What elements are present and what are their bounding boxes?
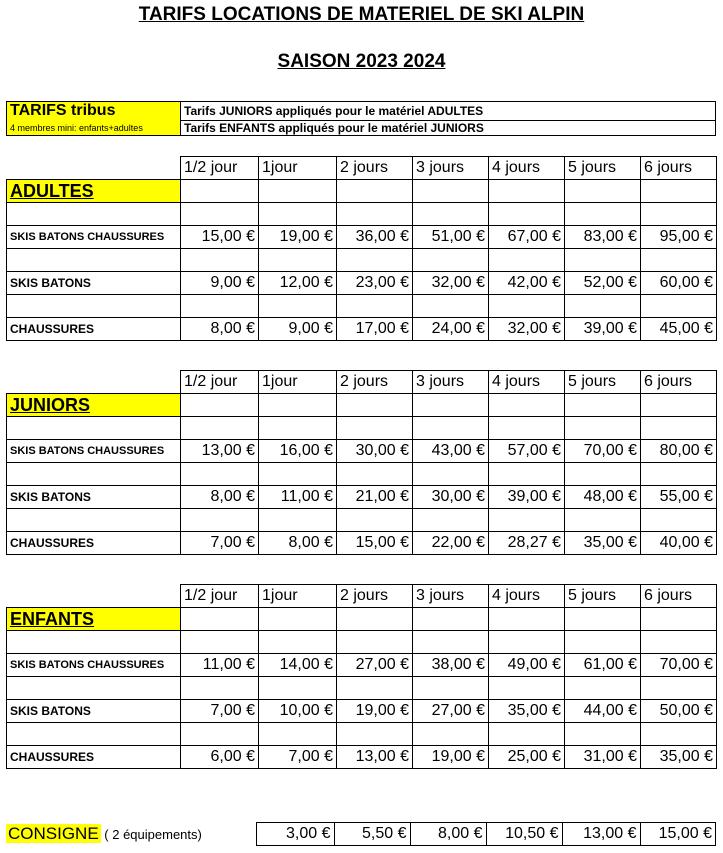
consigne-price: 3,00 € [256,823,334,846]
item-label: CHAUSSURES [7,532,181,555]
empty-cell [413,417,489,440]
table-row [7,440,717,463]
empty-cell [7,677,181,700]
empty-cell [337,394,413,417]
price-cell: 7,00 € [181,532,259,555]
empty-cell [413,631,489,654]
empty-cell [489,463,565,486]
duration-header: 2 jours [337,585,413,608]
price-cell: 32,00 € [489,318,565,341]
consigne-sub: ( 2 équipements) [100,827,202,842]
duration-header: 3 jours [413,585,489,608]
empty-cell [259,394,337,417]
duration-header: 3 jours [413,371,489,394]
price-cell: 35,00 € [641,746,717,769]
consigne-price: 10,50 € [486,823,562,846]
price-cell: 51,00 € [413,226,489,249]
empty-cell [413,463,489,486]
price-cell: 95,00 € [641,226,717,249]
price-cell: 40,00 € [641,532,717,555]
empty-cell [641,631,717,654]
empty-cell [181,723,259,746]
empty-cell [489,249,565,272]
duration-header: 2 jours [337,157,413,180]
table-row [7,654,717,677]
price-cell: 21,00 € [337,486,413,509]
empty-cell [259,417,337,440]
empty-cell [565,394,641,417]
price-cell: 7,00 € [181,700,259,723]
empty-cell [259,608,337,631]
consigne-price: 5,50 € [334,823,410,846]
empty-cell [181,295,259,318]
header-blank [7,585,181,608]
category-label: ENFANTS [7,608,181,631]
consigne-table [6,822,716,846]
empty-cell [565,417,641,440]
price-table-juniors [6,370,717,555]
empty-cell [259,723,337,746]
price-cell: 11,00 € [259,486,337,509]
empty-cell [337,417,413,440]
table-row [7,226,717,249]
price-cell: 28,27 € [489,532,565,555]
empty-cell [641,608,717,631]
price-cell: 42,00 € [489,272,565,295]
empty-cell [565,723,641,746]
empty-cell [565,509,641,532]
price-cell: 70,00 € [641,654,717,677]
tribus-line2: Tarifs ENFANTS appliqués pour le matériel JUNIORS [181,121,716,136]
empty-cell [641,249,717,272]
page-title: TARIFS LOCATIONS DE MATERIEL DE SKI ALPIN [138,4,585,25]
price-cell: 80,00 € [641,440,717,463]
empty-cell [7,249,181,272]
price-cell: 52,00 € [565,272,641,295]
consigne-label-cell [6,823,256,846]
duration-header: 5 jours [565,157,641,180]
empty-cell [641,394,717,417]
duration-header: 2 jours [337,371,413,394]
duration-header: 4 jours [489,157,565,180]
empty-cell [181,394,259,417]
price-cell: 50,00 € [641,700,717,723]
empty-cell [641,417,717,440]
empty-cell [413,509,489,532]
duration-header: 1jour [259,585,337,608]
empty-cell [413,180,489,203]
item-label: CHAUSSURES [7,746,181,769]
table-row [7,318,717,341]
empty-cell [489,203,565,226]
duration-header: 1/2 jour [181,585,259,608]
price-cell: 35,00 € [489,700,565,723]
price-cell: 48,00 € [565,486,641,509]
duration-header: 6 jours [641,371,717,394]
empty-cell [337,249,413,272]
item-label: SKIS BATONS CHAUSSURES [7,226,181,249]
empty-cell [337,608,413,631]
empty-cell [7,509,181,532]
price-cell: 19,00 € [337,700,413,723]
price-cell: 16,00 € [259,440,337,463]
empty-cell [181,417,259,440]
price-cell: 24,00 € [413,318,489,341]
price-cell: 32,00 € [413,272,489,295]
price-cell: 39,00 € [489,486,565,509]
price-cell: 19,00 € [259,226,337,249]
empty-cell [489,394,565,417]
price-cell: 17,00 € [337,318,413,341]
empty-cell [337,631,413,654]
empty-cell [413,394,489,417]
duration-header: 6 jours [641,585,717,608]
duration-header: 1/2 jour [181,371,259,394]
empty-cell [337,180,413,203]
empty-cell [641,463,717,486]
price-cell: 15,00 € [181,226,259,249]
duration-header: 5 jours [565,371,641,394]
empty-cell [337,203,413,226]
price-cell: 30,00 € [413,486,489,509]
price-cell: 23,00 € [337,272,413,295]
empty-cell [641,180,717,203]
empty-cell [7,417,181,440]
item-label: SKIS BATONS [7,700,181,723]
price-cell: 44,00 € [565,700,641,723]
price-cell: 43,00 € [413,440,489,463]
consigne-price: 8,00 € [410,823,486,846]
price-cell: 30,00 € [337,440,413,463]
empty-cell [181,180,259,203]
price-cell: 70,00 € [565,440,641,463]
table-row [7,746,717,769]
empty-cell [7,631,181,654]
empty-cell [337,723,413,746]
empty-cell [641,295,717,318]
empty-cell [413,203,489,226]
empty-cell [489,180,565,203]
empty-cell [337,509,413,532]
empty-cell [565,463,641,486]
empty-cell [337,677,413,700]
price-table-adultes [6,156,717,341]
empty-cell [489,608,565,631]
price-cell: 39,00 € [565,318,641,341]
empty-cell [565,203,641,226]
price-cell: 49,00 € [489,654,565,677]
category-label: JUNIORS [7,394,181,417]
empty-cell [489,509,565,532]
table-row [7,272,717,295]
empty-cell [181,677,259,700]
season-title: SAISON 2023 2024 [277,51,446,72]
empty-cell [641,677,717,700]
empty-cell [565,180,641,203]
empty-cell [259,463,337,486]
empty-cell [565,295,641,318]
table-row [7,486,717,509]
empty-cell [181,463,259,486]
item-label: SKIS BATONS CHAUSSURES [7,654,181,677]
price-cell: 6,00 € [181,746,259,769]
item-label: CHAUSSURES [7,318,181,341]
tribus-label: TARIFS tribus [7,102,181,121]
duration-header: 1/2 jour [181,157,259,180]
price-cell: 55,00 € [641,486,717,509]
empty-cell [7,723,181,746]
empty-cell [259,631,337,654]
empty-cell [259,249,337,272]
price-cell: 14,00 € [259,654,337,677]
empty-cell [181,249,259,272]
empty-cell [259,295,337,318]
price-cell: 83,00 € [565,226,641,249]
tribus-line1: Tarifs JUNIORS appliqués pour le matériel ADULTES [181,102,716,121]
price-cell: 8,00 € [259,532,337,555]
price-cell: 45,00 € [641,318,717,341]
empty-cell [489,295,565,318]
empty-cell [413,608,489,631]
empty-cell [565,249,641,272]
price-cell: 31,00 € [565,746,641,769]
empty-cell [181,203,259,226]
price-cell: 13,00 € [181,440,259,463]
empty-cell [489,723,565,746]
duration-header: 4 jours [489,585,565,608]
duration-header: 5 jours [565,585,641,608]
empty-cell [259,677,337,700]
empty-cell [181,631,259,654]
empty-cell [7,203,181,226]
price-cell: 60,00 € [641,272,717,295]
empty-cell [259,203,337,226]
price-cell: 36,00 € [337,226,413,249]
price-cell: 61,00 € [565,654,641,677]
price-table-enfants [6,584,717,769]
price-cell: 11,00 € [181,654,259,677]
empty-cell [489,631,565,654]
price-cell: 9,00 € [181,272,259,295]
price-cell: 38,00 € [413,654,489,677]
price-cell: 19,00 € [413,746,489,769]
empty-cell [565,677,641,700]
price-cell: 25,00 € [489,746,565,769]
tribus-sub: 4 membres mini: enfants+adultes [7,121,181,136]
empty-cell [337,295,413,318]
price-cell: 8,00 € [181,486,259,509]
empty-cell [413,249,489,272]
empty-cell [7,295,181,318]
empty-cell [641,203,717,226]
empty-cell [641,509,717,532]
empty-cell [181,509,259,532]
price-cell: 8,00 € [181,318,259,341]
empty-cell [259,509,337,532]
consigne-price: 15,00 € [640,823,716,846]
price-cell: 7,00 € [259,746,337,769]
price-cell: 9,00 € [259,318,337,341]
empty-cell [641,723,717,746]
item-label: SKIS BATONS [7,486,181,509]
duration-header: 1jour [259,157,337,180]
table-row [7,532,717,555]
price-cell: 57,00 € [489,440,565,463]
empty-cell [413,723,489,746]
price-cell: 67,00 € [489,226,565,249]
empty-cell [565,608,641,631]
empty-cell [565,631,641,654]
consigne-price: 13,00 € [562,823,640,846]
empty-cell [181,608,259,631]
price-cell: 27,00 € [413,700,489,723]
consigne-label: CONSIGNE [8,824,99,843]
empty-cell [413,295,489,318]
price-cell: 15,00 € [337,532,413,555]
price-cell: 22,00 € [413,532,489,555]
price-cell: 13,00 € [337,746,413,769]
header-blank [7,371,181,394]
category-label: ADULTES [7,180,181,203]
price-cell: 12,00 € [259,272,337,295]
empty-cell [7,463,181,486]
duration-header: 4 jours [489,371,565,394]
price-cell: 10,00 € [259,700,337,723]
empty-cell [413,677,489,700]
header-blank [7,157,181,180]
item-label: SKIS BATONS [7,272,181,295]
empty-cell [259,180,337,203]
price-cell: 27,00 € [337,654,413,677]
price-cell: 35,00 € [565,532,641,555]
item-label: SKIS BATONS CHAUSSURES [7,440,181,463]
duration-header: 1jour [259,371,337,394]
empty-cell [489,417,565,440]
tribus-table [6,101,716,136]
duration-header: 6 jours [641,157,717,180]
empty-cell [337,463,413,486]
empty-cell [489,677,565,700]
table-row [7,700,717,723]
duration-header: 3 jours [413,157,489,180]
